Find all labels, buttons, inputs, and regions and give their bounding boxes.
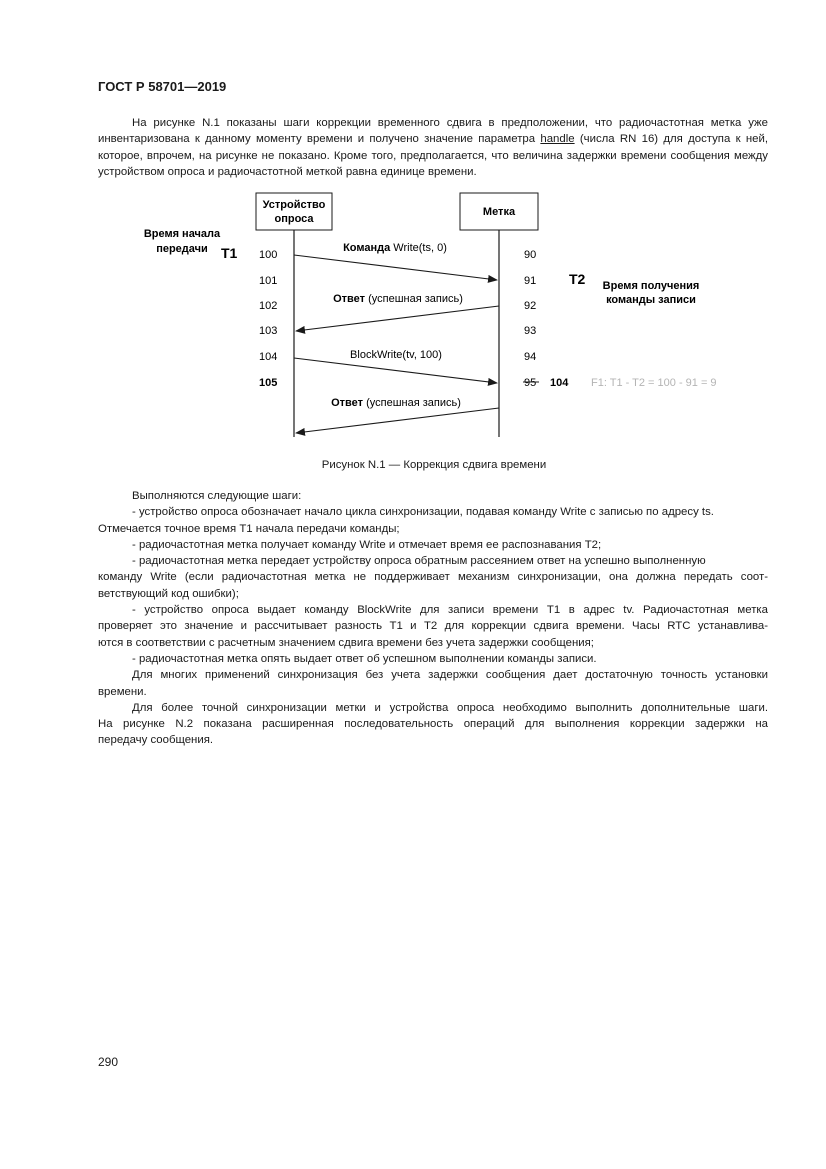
tag-tick: 91 (524, 275, 537, 287)
t1-label: T1 (221, 245, 238, 261)
text-line: На рисунке N.2 показана расширенная последовательность операций для выполнения коррекции задержки на (98, 718, 768, 731)
text-line: ветствующий код ошибки); (98, 587, 239, 600)
steps-text (98, 488, 768, 749)
tag-corrected-time: 104 (550, 377, 569, 389)
text-line: ются в соответствии с расчетным значением сдвига времени без учета задержки сообщения; (98, 636, 594, 649)
recv-time-label-1: Время получения (602, 280, 700, 292)
document-header: ГОСТ Р 58701—2019 (98, 79, 227, 94)
text-line: Для многих применений синхронизация без учета задержки сообщения дает достаточную точность установки (132, 669, 768, 682)
intro-paragraph: На рисунке N.1 показаны шаги коррекции временного сдвига в предположении, что радиочастотная метка уже инвентаризована к данному моменту времени и получено значение параметра handle (числа RN 16) для доступа к ней, которое, впрочем, на рисунке не показано. Кроме того, предполагается, что величина задержки времени сообщения между устройством опроса и радиочастотной меткой равна единице времени. (98, 117, 768, 178)
text-line: Выполняются следующие шаги: (132, 490, 302, 502)
text-line: - радиочастотная метка получает команду Write и отмечает время ее распознавания T2; (132, 538, 602, 551)
text-line: - устройство опроса обозначает начало цикла синхронизации, подавая команду Write с записью по адресу ts. (132, 506, 714, 519)
blockwrite-arrow (294, 358, 497, 383)
reply-label-2: Ответ (успешная запись) (331, 397, 461, 409)
reader-label-2: опроса (274, 213, 314, 225)
reply-arrow-2 (296, 408, 499, 433)
figure-caption: Рисунок N.1 — Коррекция сдвига времени (321, 459, 547, 471)
handle-term: handle (540, 133, 575, 146)
start-time-label-1: Время начала (143, 228, 221, 240)
reader-tick: 104 (259, 351, 278, 363)
tag-tick-struck: 95 (524, 377, 537, 389)
reader-label-1: Устройство (262, 199, 326, 211)
tag-label: Метка (482, 206, 516, 218)
text-line: времени. (98, 685, 147, 698)
tag-tick: 93 (524, 325, 537, 337)
write-arrow (294, 255, 497, 280)
tag-tick: 94 (524, 351, 537, 363)
text-line: Для более точной синхронизации метки и устройства опроса необходимо выполнить дополнительные шаги. (132, 701, 768, 714)
reply-arrow-1 (296, 306, 499, 331)
reader-tick: 102 (259, 300, 278, 312)
sequence-diagram (0, 0, 826, 460)
t2-label: T2 (569, 271, 586, 287)
reader-tick: 100 (259, 249, 278, 261)
text-line: проверяет это значение и рассчитывает разность T1 и T2 для коррекции сдвига времени. Часы RTC устанавлива- (98, 620, 768, 633)
tag-tick: 92 (524, 300, 537, 312)
text-line: - радиочастотная метка передает устройству опроса обратным рассеянием ответ на успешно выполненную (132, 555, 706, 568)
text-line: команду Write (если радиочастотная метка не поддерживает механизм синхронизации, она должна передать соот- (98, 571, 768, 584)
offset-formula: F1: T1 - T2 = 100 - 91 = 9 (591, 377, 717, 389)
reply-label-1: Ответ (успешная запись) (333, 293, 463, 305)
page-number: 290 (98, 1055, 119, 1069)
write-label: Команда Write(ts, 0) (343, 242, 447, 254)
text-line: Отмечается точное время T1 начала передачи команды; (98, 522, 400, 535)
tag-tick: 90 (524, 249, 537, 261)
reader-tick: 101 (259, 275, 278, 287)
text-line: - радиочастотная метка опять выдает ответ об успешном выполнении команды записи. (132, 652, 597, 665)
recv-time-label-2: команды записи (606, 294, 696, 306)
text-line: - устройство опроса выдает команду BlockWrite для записи времени T1 в адрес tv. Радиочастотная метка (132, 604, 768, 617)
reader-tick: 103 (259, 325, 278, 337)
reader-tick-bold: 105 (259, 377, 278, 389)
start-time-label-2: передачи (156, 243, 208, 255)
blockwrite-label: BlockWrite(tv, 100) (350, 349, 442, 361)
text-line: передачу сообщения. (98, 734, 214, 747)
